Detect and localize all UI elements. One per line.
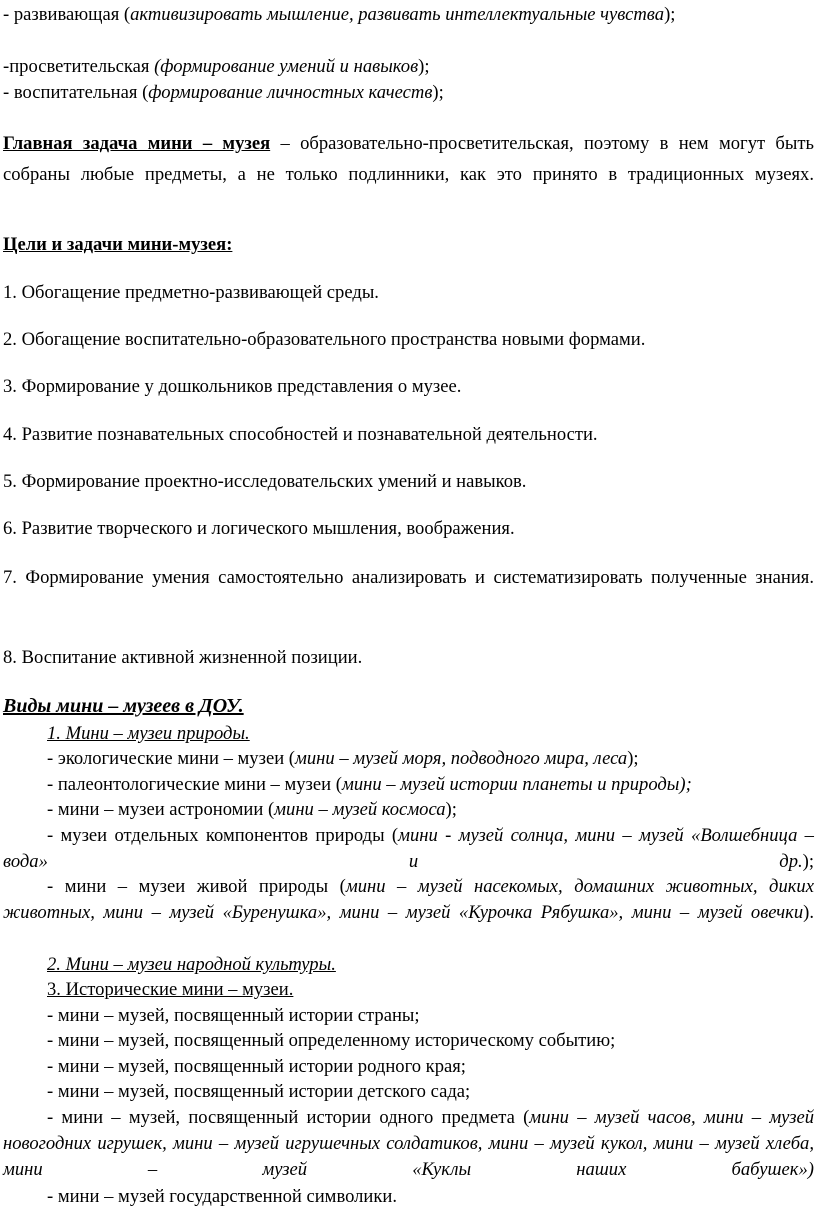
history-item-object: - мини – музей, посвященный истории одного предмета (мини – музей часов, мини – музей новогодних игрушек, мини – музей игрушечных солдатиков, мини – музей кукол, мини – музей хлеба, мини – музей «Куклы наших бабушек») bbox=[3, 1107, 814, 1180]
function-developing: - развивающая (активизировать мышление, развивать интеллектуальные чувства); bbox=[3, 4, 676, 25]
history-item: - мини – музей, посвященный истории родного края; bbox=[47, 1056, 466, 1077]
history-item: - мини – музей, посвященный определенному историческому событию; bbox=[47, 1030, 616, 1051]
nature-museums-title: 1. Мини – музеи природы. bbox=[47, 723, 250, 744]
nature-item: - мини – музеи астрономии (мини – музей космоса); bbox=[47, 799, 457, 820]
goal-item: 4. Развитие познавательных способностей и познавательной деятельности. bbox=[3, 424, 598, 445]
function-upbringing: - воспитательная (формирование личностных качеств); bbox=[3, 82, 444, 103]
nature-item: - музеи отдельных компонентов природы (мини - музей солнца, мини – музей «Волшебница – вода» и др.); bbox=[3, 825, 814, 872]
types-heading: Виды мини – музеев в ДОУ. bbox=[3, 695, 244, 717]
main-task-paragraph bbox=[3, 128, 814, 221]
goal-item: 7. Формирование умения самостоятельно анализировать и систематизировать полученные знания. bbox=[3, 567, 814, 588]
history-item: - мини – музей государственной символики. bbox=[47, 1186, 398, 1207]
main-task-text: – образовательно-просветительская, поэтому в нем могут быть собраны любые предметы, а не только подлинники, как это принято в традиционных музеях. bbox=[3, 133, 814, 185]
goal-item: 1. Обогащение предметно-развивающей среды. bbox=[3, 282, 379, 303]
goals-heading: Цели и задачи мини-музея: bbox=[3, 234, 233, 255]
goal-item: 3. Формирование у дошкольников представления о музее. bbox=[3, 376, 462, 397]
goal-item: 6. Развитие творческого и логического мышления, воображения. bbox=[3, 518, 515, 539]
nature-item: - мини – музеи живой природы (мини – музей насекомых, домашних животных, диких животных, мини – музей «Буренушка», мини – музей «Курочка Рябушка», мини – музей овечки). bbox=[3, 876, 814, 923]
main-task-label: Главная задача мини – музея bbox=[3, 133, 271, 154]
goal-item: 2. Обогащение воспитательно-образовательного пространства новыми формами. bbox=[3, 329, 646, 350]
history-item: - мини – музей, посвященный истории детского сада; bbox=[47, 1081, 471, 1102]
nature-item: - палеонтологические мини – музеи (мини – музей истории планеты и природы); bbox=[47, 774, 692, 795]
folk-museums-title: 2. Мини – музеи народной культуры. bbox=[47, 954, 336, 975]
nature-item: - экологические мини – музеи (мини – музей моря, подводного мира, леса); bbox=[47, 748, 639, 769]
history-museums-title: 3. Исторические мини – музеи. bbox=[47, 979, 294, 1000]
goal-item: 5. Формирование проектно-исследовательских умений и навыков. bbox=[3, 471, 527, 492]
function-educational: -просветительская (формирование умений и навыков); bbox=[3, 56, 430, 77]
goal-item: 8. Воспитание активной жизненной позиции. bbox=[3, 647, 363, 668]
history-item: - мини – музей, посвященный истории страны; bbox=[47, 1005, 420, 1026]
